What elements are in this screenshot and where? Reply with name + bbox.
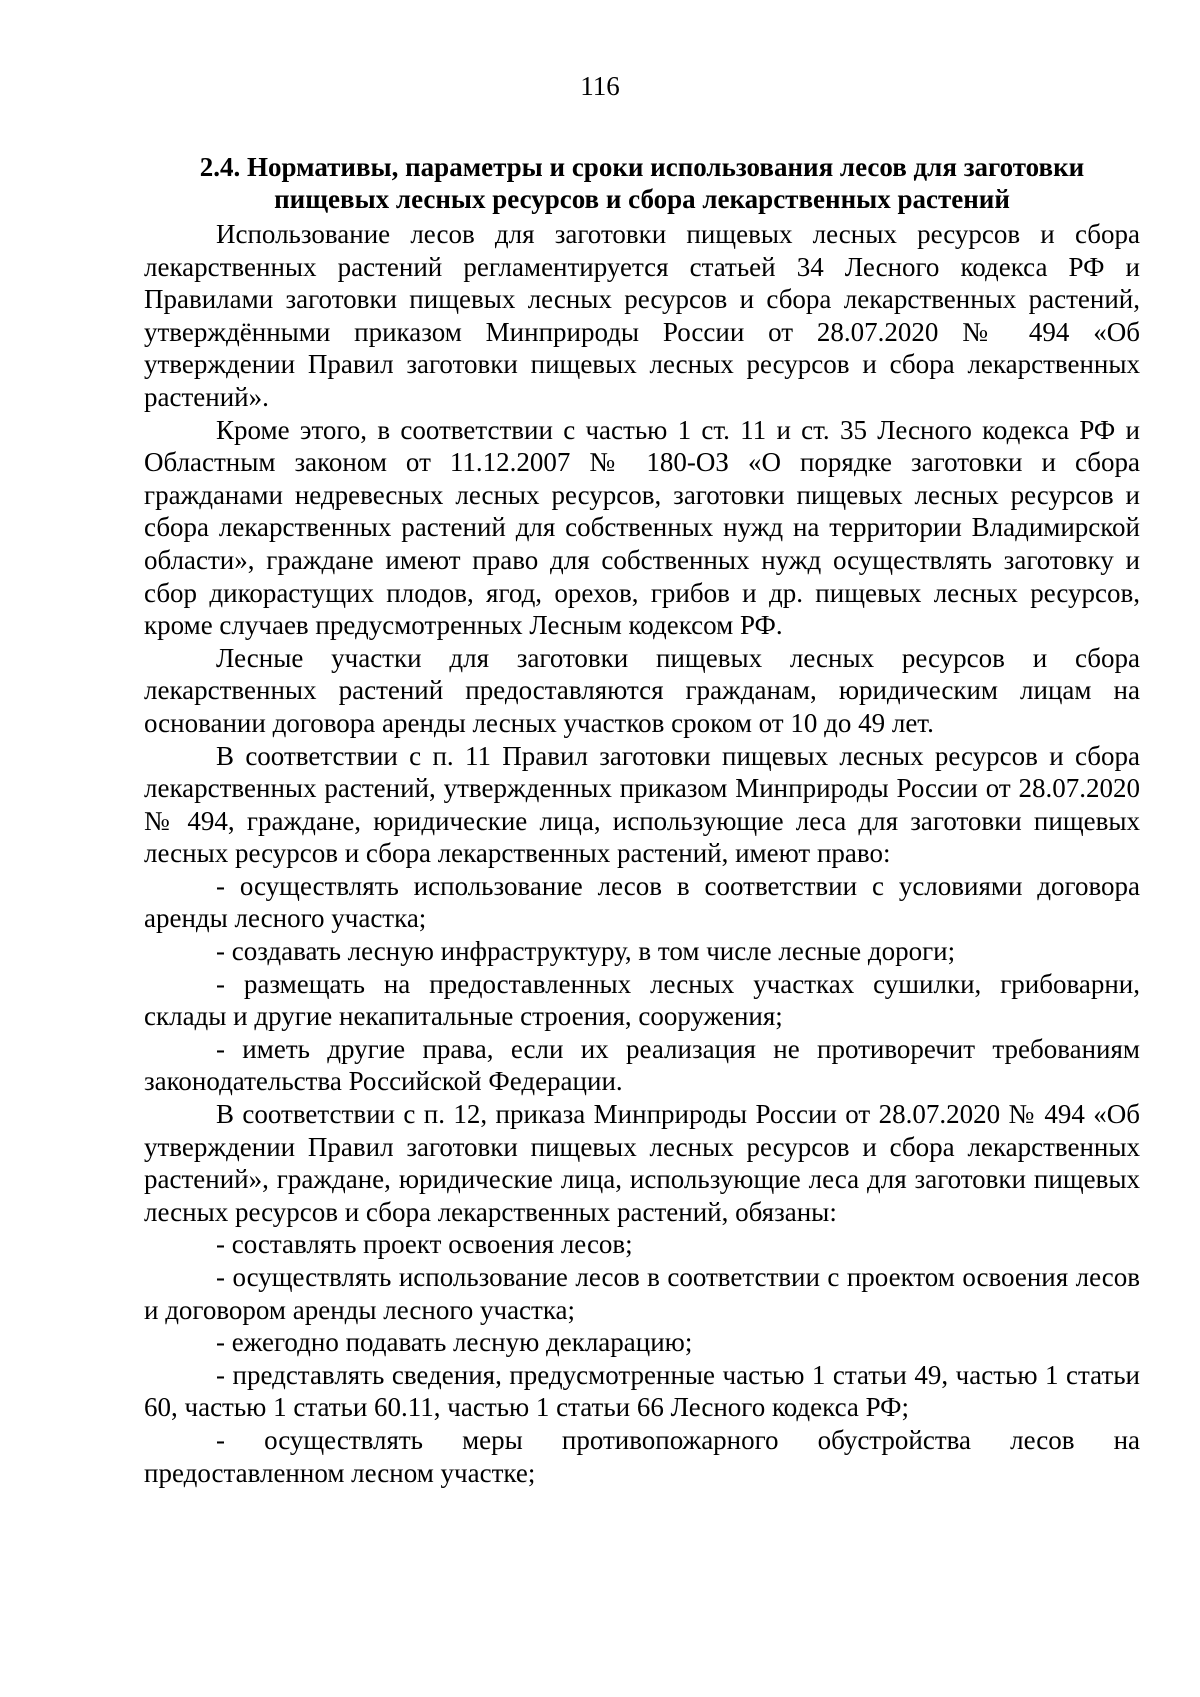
paragraph-regional-law: Кроме этого, в соответствии с частью 1 ст. 11 и ст. 35 Лесного кодекса РФ и Областным законом от 11.12.2007 № 180-ОЗ «О порядке заготовки и сбора гражданами недревесных лесных ресурсов, заготовки пищевых лесных ресурсов и сбора лекарственных растений для собственных нужд на территории Владимирской области», граждане имеют право для собственных нужд осуществлять заготовку и сбор дикорастущих плодов, ягод, орехов, грибов и др. пищевых лесных ресурсов, кроме случаев предусмотренных Лесным кодексом РФ. <box>144 414 1140 641</box>
list-item-obligation: - осуществлять меры противопожарного обустройства лесов на предоставленном лесном участке; <box>144 1424 1140 1488</box>
paragraph-obligations-intro: В соответствии с п. 12, приказа Минприроды России от 28.07.2020 № 494 «Об утверждении Правил заготовки пищевых лесных ресурсов и сбора лекарственных растений», граждане, юридические лица, использующие леса для заготовки пищевых лесных ресурсов и сбора лекарственных растений, обязаны: <box>144 1099 1140 1227</box>
page-content <box>144 151 1140 1489</box>
list-item-obligation: - ежегодно подавать лесную декларацию; <box>216 1327 693 1358</box>
section-heading <box>144 151 1140 215</box>
list-item-right: - размещать на предоставленных лесных участках сушилки, грибоварни, склады и другие некапитальные строения, сооружения; <box>144 968 1140 1032</box>
list-item-right: - осуществлять использование лесов в соответствии с условиями договора аренды лесного участка; <box>144 870 1140 934</box>
list-item-right: - создавать лесную инфраструктуру, в том числе лесные дороги; <box>216 936 956 967</box>
list-item-obligation: - осуществлять использование лесов в соответствии с проектом освоения лесов и договором аренды лесного участка; <box>144 1262 1140 1325</box>
page-number: 116 <box>580 71 620 101</box>
list-item-obligation: - составлять проект освоения лесов; <box>216 1229 633 1260</box>
paragraph-lease-terms: Лесные участки для заготовки пищевых лесных ресурсов и сбора лекарственных растений предоставляются гражданам, юридическим лицам на основании договора аренды лесных участков сроком от 10 до 49 лет. <box>144 642 1140 738</box>
list-item-right: - иметь другие права, если их реализация не противоречит требованиям законодательства Российской Федерации. <box>144 1033 1140 1097</box>
section-heading-line-1: 2.4. Нормативы, параметры и сроки использования лесов для заготовки <box>199 152 1085 182</box>
list-item-obligation: - представлять сведения, предусмотренные частью 1 статьи 49, частью 1 статьи 60, частью 1 статьи 60.11, частью 1 статьи 66 Лесного кодекса РФ; <box>144 1359 1140 1423</box>
paragraph-legal-basis: Использование лесов для заготовки пищевых лесных ресурсов и сбора лекарственных растений регламентируется статьей 34 Лесного кодекса РФ и Правилами заготовки пищевых лесных ресурсов и сбора лекарственных растений, утверждёнными приказом Минприроды России от 28.07.2020 № 494 «Об утверждении Правил заготовки пищевых лесных ресурсов и сбора лекарственных растений». <box>144 219 1140 412</box>
section-heading-line-2: пищевых лесных ресурсов и сбора лекарственных растений <box>274 184 1010 214</box>
paragraph-rights-intro: В соответствии с п. 11 Правил заготовки пищевых лесных ресурсов и сбора лекарственных растений, утвержденных приказом Минприроды России от 28.07.2020 № 494, граждане, юридические лица, использующие леса для заготовки пищевых лесных ресурсов и сбора лекарственных растений, имеют право: <box>144 740 1140 869</box>
